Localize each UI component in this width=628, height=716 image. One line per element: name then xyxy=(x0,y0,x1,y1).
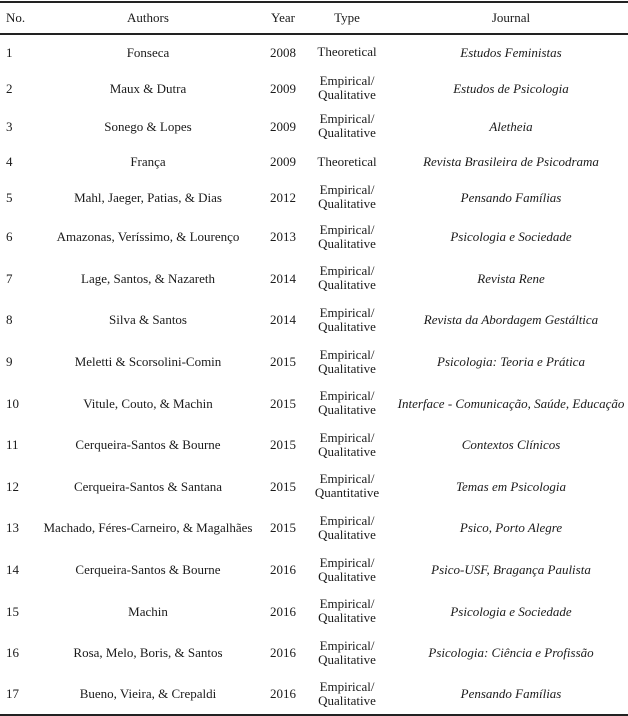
cell-journal: Psicologia e Sociedade xyxy=(450,603,572,619)
type-line-2: Qualitative xyxy=(318,526,376,542)
cell-journal: Revista Brasileira de Psicodrama xyxy=(423,154,599,169)
type-line-2: Qualitative xyxy=(318,318,376,334)
cell-no: 4 xyxy=(6,154,13,169)
cell-type xyxy=(304,382,390,424)
table-row xyxy=(0,466,628,508)
cell-type xyxy=(304,69,390,107)
cell-authors: Machin xyxy=(128,603,168,619)
table-row xyxy=(0,258,628,300)
table-row xyxy=(0,69,628,107)
cell-journal: Pensando Famílias xyxy=(460,686,562,702)
type-line-2: Qualitative xyxy=(318,402,376,418)
cell-no: 10 xyxy=(6,395,19,411)
type-line-2: Quantitative xyxy=(314,485,380,501)
cell-no: 3 xyxy=(6,118,13,134)
type-line-2: Qualitative xyxy=(318,235,376,251)
type-line-1: Empirical/ xyxy=(319,637,375,653)
cell-year: 2015 xyxy=(270,395,296,411)
type-line-1: Empirical/ xyxy=(319,678,375,694)
type-line-2: Qualitative xyxy=(318,360,376,376)
cell-type xyxy=(304,549,390,591)
header-journal: Journal xyxy=(491,10,531,25)
cell-no: 8 xyxy=(6,312,13,328)
cell-authors: Silva & Santos xyxy=(108,312,187,328)
cell-type xyxy=(304,216,390,258)
header-year: Year xyxy=(271,10,295,25)
table-row xyxy=(0,590,628,632)
cell-type xyxy=(304,178,390,216)
cell-year: 2016 xyxy=(270,562,296,578)
cell-year: 2008 xyxy=(270,44,296,60)
type-line-1: Empirical/ xyxy=(319,73,375,88)
cell-authors: Cerqueira-Santos & Bourne xyxy=(75,437,221,453)
type-line-1: Empirical/ xyxy=(319,596,375,612)
type-line-2: Qualitative xyxy=(318,568,376,584)
cell-type xyxy=(304,34,390,69)
type-line-1: Theoretical xyxy=(317,153,377,169)
cell-authors: Maux & Dutra xyxy=(109,80,187,96)
cell-authors: Cerqueira-Santos & Bourne xyxy=(75,562,221,578)
cell-year: 2009 xyxy=(270,154,296,169)
type-line-1: Empirical/ xyxy=(319,512,375,528)
cell-authors: Fonseca xyxy=(126,44,170,60)
type-line-2: Qualitative xyxy=(318,651,376,667)
table-row xyxy=(0,632,628,674)
table-row xyxy=(0,674,628,716)
cell-authors: Bueno, Vieira, & Crepaldi xyxy=(79,686,217,702)
cell-journal: Temas em Psicologia xyxy=(455,478,567,494)
cell-year: 2015 xyxy=(270,520,296,536)
cell-year: 2012 xyxy=(270,189,296,205)
cell-no: 2 xyxy=(6,80,13,96)
cell-authors: Machado, Féres-Carneiro, & Magalhães xyxy=(43,520,253,536)
type-line-2: Qualitative xyxy=(318,196,376,211)
cell-no: 15 xyxy=(6,603,19,619)
cell-authors: Lage, Santos, & Nazareth xyxy=(81,270,215,286)
cell-journal: Aletheia xyxy=(489,118,533,134)
type-line-1: Empirical/ xyxy=(319,263,375,279)
table-row xyxy=(0,107,628,145)
type-line-2: Qualitative xyxy=(318,443,376,459)
cell-type xyxy=(304,145,390,178)
cell-no: 9 xyxy=(6,354,13,370)
table-row xyxy=(0,216,628,258)
type-line-2: Qualitative xyxy=(318,87,376,102)
header-type: Type xyxy=(334,10,360,25)
cell-type xyxy=(304,466,390,508)
cell-year: 2015 xyxy=(270,354,296,370)
cell-type xyxy=(304,299,390,341)
type-line-1: Empirical/ xyxy=(319,221,375,237)
cell-journal: Interface - Comunicação, Saúde, Educação xyxy=(397,395,625,411)
header-no: No. xyxy=(6,10,26,25)
cell-no: 1 xyxy=(6,44,13,60)
cell-year: 2015 xyxy=(270,437,296,453)
type-line-2: Qualitative xyxy=(318,125,376,140)
table-row xyxy=(0,34,628,69)
cell-no: 7 xyxy=(6,270,13,286)
cell-no: 14 xyxy=(6,562,19,578)
type-line-1: Empirical/ xyxy=(319,429,375,445)
cell-year: 2014 xyxy=(270,312,296,328)
cell-type xyxy=(304,107,390,145)
cell-no: 11 xyxy=(6,437,19,453)
cell-authors: Cerqueira-Santos & Santana xyxy=(73,478,222,494)
type-line-1: Empirical/ xyxy=(319,346,375,362)
cell-year: 2014 xyxy=(270,270,296,286)
cell-type xyxy=(304,258,390,300)
cell-authors: França xyxy=(130,154,166,169)
cell-authors: Mahl, Jaeger, Patias, & Dias xyxy=(74,189,222,205)
cell-type xyxy=(304,632,390,674)
cell-type xyxy=(304,424,390,466)
cell-journal: Psicologia: Teoria e Prática xyxy=(437,354,585,370)
type-line-1: Theoretical xyxy=(317,44,377,59)
cell-authors: Meletti & Scorsolini-Comin xyxy=(74,354,222,370)
cell-year: 2009 xyxy=(270,80,296,96)
cell-no: 12 xyxy=(6,478,19,494)
type-line-1: Empirical/ xyxy=(319,182,375,197)
table-row xyxy=(0,145,628,178)
cell-authors: Sonego & Lopes xyxy=(104,118,192,134)
cell-authors: Amazonas, Veríssimo, & Lourenço xyxy=(56,229,240,245)
table-row xyxy=(0,549,628,591)
table-row xyxy=(0,341,628,383)
studies-table xyxy=(0,1,628,716)
cell-no: 16 xyxy=(6,645,19,661)
cell-year: 2015 xyxy=(270,478,296,494)
cell-type xyxy=(304,674,390,716)
table-row xyxy=(0,178,628,216)
cell-authors: Rosa, Melo, Boris, & Santos xyxy=(73,645,223,661)
type-line-1: Empirical/ xyxy=(319,471,375,487)
cell-journal: Revista Rene xyxy=(477,270,545,286)
type-line-2: Qualitative xyxy=(318,692,376,708)
cell-journal: Pensando Famílias xyxy=(460,189,562,205)
cell-no: 6 xyxy=(6,229,13,245)
type-line-1: Empirical/ xyxy=(319,304,375,320)
cell-authors: Vitule, Couto, & Machin xyxy=(83,395,213,411)
type-line-1: Empirical/ xyxy=(319,111,375,126)
type-line-1: Empirical/ xyxy=(319,554,375,570)
type-line-1: Empirical/ xyxy=(319,388,375,404)
cell-no: 17 xyxy=(6,686,19,702)
table-header-row xyxy=(0,2,628,34)
type-line-2: Qualitative xyxy=(318,277,376,293)
table-body xyxy=(0,34,628,715)
cell-journal: Psico-USF, Bragança Paulista xyxy=(431,562,591,578)
cell-journal: Estudos Feministas xyxy=(460,44,562,60)
cell-journal: Contextos Clínicos xyxy=(461,437,561,453)
cell-journal: Estudos de Psicologia xyxy=(453,80,569,96)
cell-journal: Psicologia e Sociedade xyxy=(450,229,572,245)
cell-year: 2016 xyxy=(270,645,296,661)
table-row xyxy=(0,424,628,466)
cell-no: 13 xyxy=(6,520,19,536)
cell-type xyxy=(304,590,390,632)
table-row xyxy=(0,507,628,549)
type-line-2: Qualitative xyxy=(318,610,376,626)
cell-no: 5 xyxy=(6,189,13,205)
cell-journal: Psicologia: Ciência e Profissão xyxy=(428,645,594,661)
cell-year: 2009 xyxy=(270,118,296,134)
cell-type xyxy=(304,341,390,383)
table-row xyxy=(0,382,628,424)
cell-type xyxy=(304,507,390,549)
header-authors: Authors xyxy=(127,10,169,25)
table-row xyxy=(0,299,628,341)
cell-year: 2016 xyxy=(270,686,296,702)
cell-year: 2013 xyxy=(270,229,296,245)
cell-journal: Psico, Porto Alegre xyxy=(459,520,563,536)
cell-year: 2016 xyxy=(270,603,296,619)
cell-journal: Revista da Abordagem Gestáltica xyxy=(423,312,599,328)
